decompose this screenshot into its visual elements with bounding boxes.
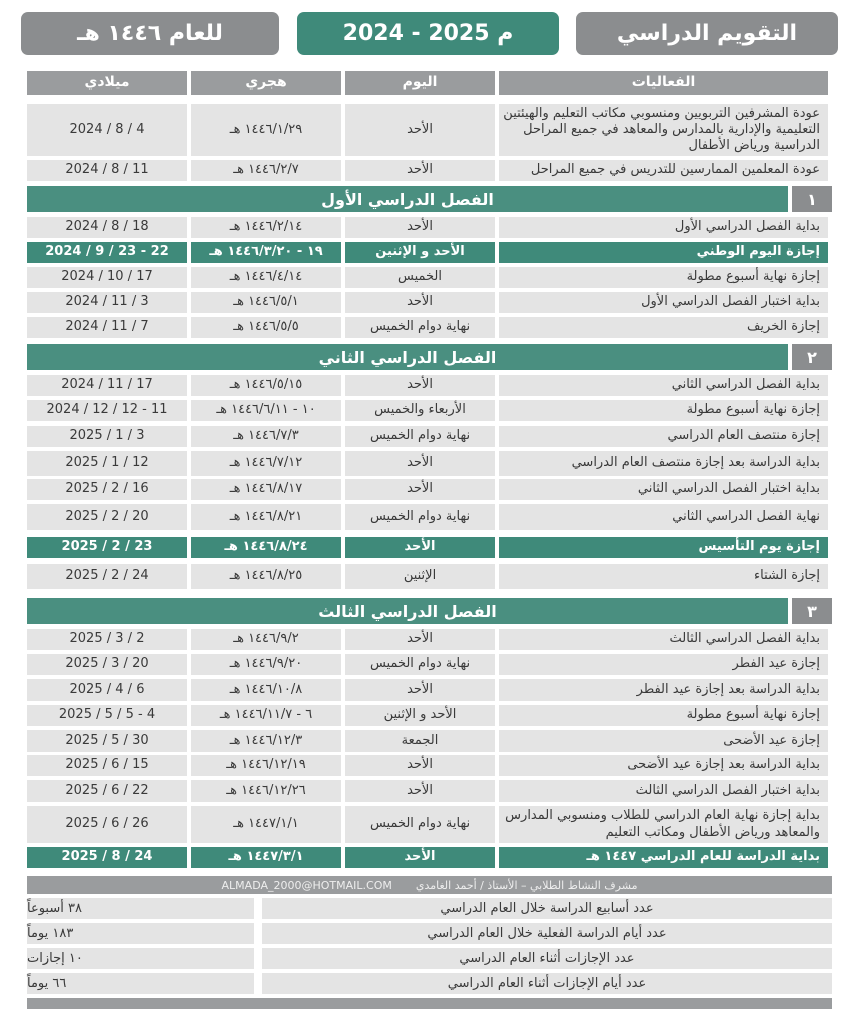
header-year-gregorian: 2024 - 2025 م [297, 12, 559, 55]
gregorian-date: 22 - 23 / 9 / 2024 [27, 242, 187, 263]
section-number: ٣ [792, 598, 832, 624]
table-row [27, 654, 832, 675]
col-day: اليوم [345, 71, 495, 95]
gregorian-date: 20 / 2 / 2025 [27, 504, 187, 530]
event-name: إجازة منتصف العام الدراسي [499, 426, 828, 447]
summary-value: ١٨٣ يوماً [27, 923, 254, 944]
table-row [27, 806, 832, 843]
hijri-date: ١٤٤٦/٢/٧ هـ [191, 160, 341, 181]
day-name: نهاية دوام الخميس [345, 654, 495, 675]
summary-label: عدد أيام الدراسة الفعلية خلال العام الدراسي [262, 923, 832, 944]
hijri-date: ١٩ - ١٤٤٦/٣/٢٠ هـ [191, 242, 341, 263]
day-name: نهاية دوام الخميس [345, 426, 495, 447]
event-name: عودة المشرفين التربويين ومنسوبي مكاتب التعليم والهيئتين التعليمية والإدارية بالمدارس والمعاهد في جميع المراحل الدراسية ورياض الأطفال [499, 104, 828, 156]
event-name: بداية اختبار الفصل الدراسي الأول [499, 292, 828, 313]
day-name: الإثنين [345, 564, 495, 589]
event-name: بداية الدراسة بعد إجازة عيد الأضحى [499, 755, 828, 776]
table-row [27, 504, 832, 530]
day-name: الأحد [345, 679, 495, 701]
event-name: إجازة الشتاء [499, 564, 828, 589]
gregorian-date: 4 - 5 / 5 / 2025 [27, 705, 187, 726]
table-row [27, 537, 832, 558]
col-events: الفعاليات [499, 71, 828, 95]
hijri-date: ١٤٤٦/٤/١٤ هـ [191, 267, 341, 288]
day-name: الخميس [345, 267, 495, 288]
day-name: نهاية دوام الخميس [345, 317, 495, 338]
hijri-date: ١٤٤٦/٨/١٧ هـ [191, 479, 341, 500]
day-name: الأحد [345, 847, 495, 868]
gregorian-date: 24 / 2 / 2025 [27, 564, 187, 589]
event-name: إجازة نهاية أسبوع مطولة [499, 267, 828, 288]
table-row [27, 375, 832, 396]
summary-value: ٣٨ أسبوعاً [27, 898, 254, 919]
hijri-date: ١٤٤٦/٢/١٤ هـ [191, 217, 341, 238]
hijri-date: ١٤٤٧/١/١ هـ [191, 806, 341, 843]
section-header [27, 186, 832, 212]
hijri-date: ١٤٤٦/٧/١٢ هـ [191, 451, 341, 476]
hijri-date: ١٤٤٦/٥/١ هـ [191, 292, 341, 313]
hijri-date: ١٤٤٧/٣/١ هـ [191, 847, 341, 868]
gregorian-date: 11 / 8 / 2024 [27, 160, 187, 181]
gregorian-date: 11 - 12 / 12 / 2024 [27, 400, 187, 421]
gregorian-date: 23 / 2 / 2025 [27, 537, 187, 558]
hijri-date: ١٤٤٦/٨/٢١ هـ [191, 504, 341, 530]
table-row [27, 755, 832, 776]
table-row [27, 780, 832, 802]
gregorian-date: 17 / 10 / 2024 [27, 267, 187, 288]
summary-label: عدد أيام الإجازات أثناء العام الدراسي [262, 973, 832, 994]
gregorian-date: 30 / 5 / 2025 [27, 730, 187, 752]
gregorian-date: 20 / 3 / 2025 [27, 654, 187, 675]
credit-email: ALMADA_2000@HOTMAIL.COM [221, 878, 392, 892]
day-name: نهاية دوام الخميس [345, 806, 495, 843]
gregorian-date: 12 / 1 / 2025 [27, 451, 187, 476]
gregorian-date: 4 / 8 / 2024 [27, 104, 187, 156]
section-title: الفصل الدراسي الثاني [27, 344, 788, 370]
day-name: الأحد [345, 217, 495, 238]
day-name: الأحد [345, 755, 495, 776]
hijri-date: ١٤٤٦/١٢/٢٦ هـ [191, 780, 341, 802]
table-header [27, 71, 832, 95]
table-row [27, 267, 832, 288]
col-gregorian: ميلادي [27, 71, 187, 95]
summary-row [27, 948, 832, 969]
summary-row [27, 923, 832, 944]
table-row [27, 629, 832, 650]
table-row [27, 160, 832, 181]
gregorian-date: 6 / 4 / 2025 [27, 679, 187, 701]
gregorian-date: 7 / 11 / 2024 [27, 317, 187, 338]
event-name: إجازة نهاية أسبوع مطولة [499, 705, 828, 726]
day-name: الأحد [345, 629, 495, 650]
day-name: الأربعاء والخميس [345, 400, 495, 421]
day-name: الجمعة [345, 730, 495, 752]
gregorian-date: 2 / 3 / 2025 [27, 629, 187, 650]
event-name: بداية إجازة نهاية العام الدراسي للطلاب ومنسوبي المدارس والمعاهد ورياض الأطفال ومكاتب التعليم [499, 806, 828, 843]
event-name: بداية الدراسة بعد إجازة عيد الفطر [499, 679, 828, 701]
event-name: إجازة نهاية أسبوع مطولة [499, 400, 828, 421]
table-row [27, 479, 832, 500]
bottom-divider [27, 998, 832, 1009]
gregorian-date: 3 / 1 / 2025 [27, 426, 187, 447]
event-name: إجازة عيد الأضحى [499, 730, 828, 752]
section-number: ١ [792, 186, 832, 212]
day-name: الأحد [345, 104, 495, 156]
event-name: إجازة اليوم الوطني [499, 242, 828, 263]
summary-label: عدد أسابيع الدراسة خلال العام الدراسي [262, 898, 832, 919]
table-row [27, 730, 832, 752]
table-row [27, 292, 832, 313]
event-name: إجازة يوم التأسيس [499, 537, 828, 558]
section-header [27, 598, 832, 624]
hijri-date: ١٤٤٦/٨/٢٤ هـ [191, 537, 341, 558]
credit-bar [27, 876, 832, 894]
section-title: الفصل الدراسي الثالث [27, 598, 788, 624]
summary-row [27, 973, 832, 994]
header-year-hijri: للعام ١٤٤٦ هـ [21, 12, 279, 55]
event-name: بداية الدراسة بعد إجازة منتصف العام الدراسي [499, 451, 828, 476]
gregorian-date: 3 / 11 / 2024 [27, 292, 187, 313]
hijri-date: ١٤٤٦/١٢/٣ هـ [191, 730, 341, 752]
gregorian-date: 18 / 8 / 2024 [27, 217, 187, 238]
hijri-date: ١٤٤٦/١٢/١٩ هـ [191, 755, 341, 776]
event-name: عودة المعلمين الممارسين للتدريس في جميع المراحل [499, 160, 828, 181]
event-name: بداية اختبار الفصل الدراسي الثالث [499, 780, 828, 802]
event-name: نهاية الفصل الدراسي الثاني [499, 504, 828, 530]
table-row [27, 317, 832, 338]
day-name: الأحد و الإثنين [345, 242, 495, 263]
hijri-date: ١٠ - ١٤٤٦/٦/١١ هـ [191, 400, 341, 421]
event-name: بداية اختبار الفصل الدراسي الثاني [499, 479, 828, 500]
gregorian-date: 17 / 11 / 2024 [27, 375, 187, 396]
event-name: إجازة الخريف [499, 317, 828, 338]
summary-value: ٦٦ يوماً [27, 973, 254, 994]
summary-row [27, 898, 832, 919]
day-name: الأحد [345, 479, 495, 500]
event-name: بداية الفصل الدراسي الثاني [499, 375, 828, 396]
event-name: بداية الدراسة للعام الدراسي ١٤٤٧ هـ [499, 847, 828, 868]
event-name: بداية الفصل الدراسي الأول [499, 217, 828, 238]
summary-label: عدد الإجازات أثناء العام الدراسي [262, 948, 832, 969]
day-name: الأحد [345, 451, 495, 476]
hijri-date: ١٤٤٦/٩/٢ هـ [191, 629, 341, 650]
table-row [27, 847, 832, 868]
table-row [27, 217, 832, 238]
day-name: نهاية دوام الخميس [345, 504, 495, 530]
section-title: الفصل الدراسي الأول [27, 186, 788, 212]
section-number: ٢ [792, 344, 832, 370]
col-hijri: هجري [191, 71, 341, 95]
gregorian-date: 16 / 2 / 2025 [27, 479, 187, 500]
hijri-date: ١٤٤٦/٨/٢٥ هـ [191, 564, 341, 589]
hijri-date: ١٤٤٦/٥/١٥ هـ [191, 375, 341, 396]
gregorian-date: 15 / 6 / 2025 [27, 755, 187, 776]
table-row [27, 400, 832, 421]
table-row [27, 564, 832, 589]
hijri-date: ١٤٤٦/٩/٢٠ هـ [191, 654, 341, 675]
table-row [27, 451, 832, 476]
hijri-date: ١٤٤٦/١/٢٩ هـ [191, 104, 341, 156]
hijri-date: ١٤٤٦/٧/٣ هـ [191, 426, 341, 447]
event-name: بداية الفصل الدراسي الثالث [499, 629, 828, 650]
hijri-date: ١٤٤٦/٥/٥ هـ [191, 317, 341, 338]
day-name: الأحد [345, 160, 495, 181]
table-row [27, 705, 832, 726]
table-row [27, 679, 832, 701]
day-name: الأحد [345, 292, 495, 313]
gregorian-date: 24 / 8 / 2025 [27, 847, 187, 868]
gregorian-date: 22 / 6 / 2025 [27, 780, 187, 802]
page-title: التقويم الدراسي [576, 12, 838, 55]
section-header [27, 344, 832, 370]
day-name: الأحد و الإثنين [345, 705, 495, 726]
summary-value: ١٠ إجازات [27, 948, 254, 969]
day-name: الأحد [345, 780, 495, 802]
table-row [27, 426, 832, 447]
day-name: الأحد [345, 375, 495, 396]
gregorian-date: 26 / 6 / 2025 [27, 806, 187, 843]
event-name: إجازة عيد الفطر [499, 654, 828, 675]
table-row [27, 104, 832, 156]
table-row [27, 242, 832, 263]
hijri-date: ١٤٤٦/١٠/٨ هـ [191, 679, 341, 701]
credit-author: مشرف النشاط الطلابي – الأستاذ / أحمد الغامدي [415, 878, 638, 892]
hijri-date: ٦ - ١٤٤٦/١١/٧ هـ [191, 705, 341, 726]
day-name: الأحد [345, 537, 495, 558]
